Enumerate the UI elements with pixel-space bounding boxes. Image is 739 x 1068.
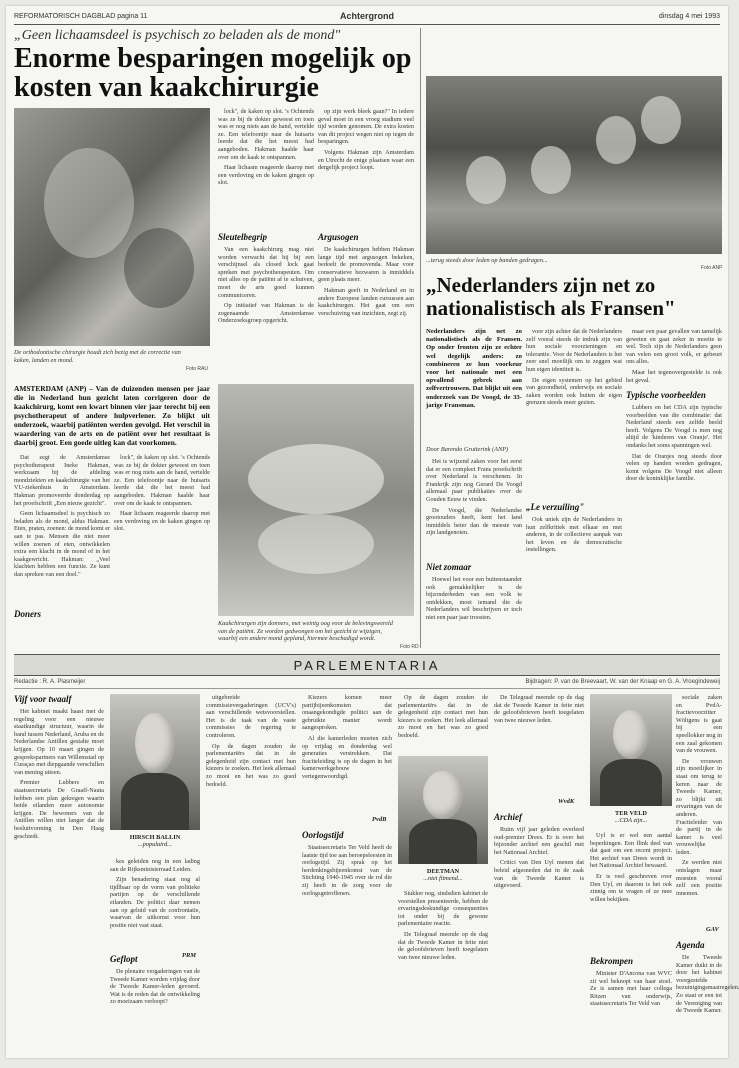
- article1-col1: [14, 454, 110, 602]
- article1-photo2-credit: Foto RD: [400, 644, 419, 650]
- paragraph: De kaakchirurgen hebben Hakman lange tijd met argusogen bekeken, bedoelt de promovenda. Maar voor conservatieve bezwaren is inmiddels geen plaats meer.: [318, 246, 414, 284]
- article2-headline: „Nederlanders zijn net zo nationalistisch als Fransen": [426, 273, 676, 320]
- paragraph: lock", de kaken op slot. 's Ochtends was ze bij de dokter geweest en toen was er nog niets aan de hand, vertelde ze. Een telefoontje naar de huisarts leerde dat die het meest had aangeboden. Hakman haalde haar over om de kaak te ontspannen.: [114, 454, 210, 507]
- parlement-col3: [206, 694, 296, 944]
- masthead-section: Achtergrond: [340, 11, 394, 21]
- article2-col1: [426, 458, 522, 558]
- parlement-col4c: [398, 694, 488, 752]
- paragraph: Dat zegt de Amsterdamse psychotherapeut Ineke Hakman, werkzaam bij de afdeling mondziekten en kaakchirurgie van het VU-ziekenhuis in Amsterdam. Hakman promoveerde donderdag op het proefschrift „Een nieuw gezicht".: [14, 454, 110, 507]
- portrait-hirsch-ballin: [110, 694, 200, 830]
- parlementaria-credits: [14, 678, 720, 689]
- article1-headline: Enorme besparingen mogelijk op kosten van kaakchirurgie: [14, 43, 412, 103]
- redactie-label: Redactie : R. A. Plasmeijer: [14, 679, 86, 685]
- parlement-subhead-oorlogstijd: Oorlogstijd: [302, 830, 344, 840]
- paragraph: Op de dagen zouden de parlementariërs dat in de gelegenheid zijn contact met hun kiezers te zoeken. Het leek allemaal zo mooi en het was zo goed bedoeld.: [398, 694, 488, 739]
- portrait2-name: DEETMAN: [426, 868, 460, 875]
- paragraph: De eigen systemen op het gebied van gezondheid, onderwijs en sociale zaken worden ook buiten de eigen grenzen steeds meer gezien.: [526, 376, 622, 407]
- parlement-col5: [398, 890, 488, 1048]
- paragraph: Volgens Hakman zijn Amsterdam en Utrecht de enige plaatsen waar een dergelijk project loopt.: [318, 148, 414, 172]
- article1-col2b: [218, 246, 314, 374]
- paragraph: Op initiatief van Hakman is de zogenaamde Amsterdamse Onderzoeksgroep opgericht.: [218, 302, 314, 325]
- parlement-col2b: [110, 968, 200, 1048]
- paragraph: Zijn benadering staat nog al tijdlbaar op de vorm van politieke partijen op de verschillende eilanden. De politici daar nemen aan op geluid van de confrontatie, waarvan de uitkomst voor hun positie niet vast staat.: [110, 876, 200, 929]
- parlement-subhead-agenda: Agenda: [676, 940, 705, 950]
- parlement-subhead-archief: Archief: [494, 812, 522, 822]
- bijdragen-label: Bijdragen: P. van de Breevaart, W. van der Knaap en G. A. Vroegindeweij: [525, 679, 720, 685]
- paragraph: Van een kaakchirurg mag niet worden verwacht dat hij bij een verschijnsel als closed lock gaat spreken met psychotherapeuten. Om niet alles op de patiënt af te schuiven, moet de arts goed kunnen communiceren.: [218, 246, 314, 299]
- paragraph: De Telegraaf meende op de dag dat de Tweede Kamer in feite niet de geloofsbrieven heeft toegelaten van twee nieuwe leden.: [494, 694, 584, 724]
- parlement-col6a: [494, 694, 584, 794]
- paragraph: De vrouwen zijn moeilijker in staat om terug te keren naar de Tweede Kamer, zo blijkt uit ervaringen van de anderen. Fractieleider van de partij in de kamer is veel vrouwelijke leden.: [676, 757, 722, 856]
- portrait3-title: ...CDA zijn...: [614, 817, 648, 824]
- article2-photo: [426, 76, 722, 254]
- parlementaria-title: PARLEMENTARIA: [293, 658, 441, 673]
- article1-photo-credit: Foto RAU: [186, 366, 208, 372]
- article2-lead: Nederlanders zijn net zo nationalistisch als de Fransen. Op onder fronten zijn ze echter wel degelijk anders: zo combineren ze hun voorkeur voor het nationale met een opvallend gebrek aan zelfvertrouwen. Dat blijkt uit een onderzoek van De Voogd, de 33-jarige Fransman.: [426, 328, 522, 409]
- parlement-col8: [676, 694, 722, 922]
- column-divider: [420, 28, 421, 648]
- article1-kicker: „Geen lichaamsdeel is psychisch zo beladen als de mond": [14, 28, 341, 43]
- masthead-date: dinsdag 4 mei 1993: [658, 13, 720, 20]
- paragraph: kes geleiden nog in een lading aan de Rijksministerraad Leiden.: [110, 858, 200, 873]
- parlement-signature-prm: PRM: [182, 952, 197, 959]
- paragraph: Hakman geeft in Nederland en in andere Europese landen cursussen aan kaakchirurgen. Het gaat om een verschuiving van inzichten, zegt zij.: [318, 286, 414, 317]
- paragraph: Minister D'Ancona van WVC zit wel beknopt van haar stoel. Ze is samen met haar collega Ritzen van onderwijs, staatssecretaris Ter Veld van: [590, 970, 672, 1008]
- paragraph: De plenaire vergaderingen van de Tweede Kamer worden vrijdag door de Tweede Kamer-leden gevoerd. Wat is de reden dat de ontwikkeling zo moeizaam verloopt?: [110, 968, 200, 1006]
- paragraph: De Telegraaf meende op de dag dat de Tweede Kamer in feite niet de geloofsbrieven heeft toegelaten van twee nieuwe leden.: [398, 930, 488, 961]
- paragraph: voor zijn achter dat de Nederlanders zelf vooral steeds de indruk zijn van hun sociale voorzieningen en tolerantie. Voor de Nederlanders is het zeer snel moeilijk om te zeggen wat hun eigen identiteit is.: [526, 328, 622, 373]
- paragraph: Maar het tegenovergestelde is ook het geval.: [626, 368, 722, 384]
- article1-subhead-doners: Doners: [14, 609, 42, 619]
- parlement-col7: [590, 832, 672, 952]
- article1-col3b: [318, 246, 414, 374]
- masthead: [14, 10, 720, 25]
- paragraph: Ze werden niet ontslagen maar moesten vooral zelf een positie innemen.: [676, 859, 722, 897]
- paragraph: uitgebreide commissievergaderingen (UCV's) aan verschillende wetsvoorstellen. Het is de taak van de vaste commissies de regering te controleren.: [206, 694, 296, 739]
- newspaper-page: [6, 6, 739, 1058]
- article1-col3: [318, 108, 414, 208]
- article2-photo-caption: ...terug steeds door leden op banden gedragen...: [426, 257, 548, 264]
- paragraph: lock", de kaken op slot. 's Ochtends was ze bij de dokter geweest en toen was er nog niets aan de hand, vertelde ze. Een telefoontje naar de huisarts leerde dat die het meest had aangeboden. Hakman haalde haar over om de kaak te ontspannen.: [218, 108, 314, 161]
- paragraph: Critici van Den Uyl menen dat beleid afgesneden dat in de zaak van de Tweede Kamer is uitgevoerd.: [494, 859, 584, 890]
- paragraph: Ook uniek zijn de Nederlanders in hun zelfkritiek met elkaar en met anderen, in de collectieve aanpak van het leven en de democratische instellingen.: [526, 516, 622, 554]
- parlement-col4: [302, 694, 392, 812]
- paragraph: Hoewel het voor een buitenstaander ook gemakkelijker is de bijzonderheden van een volk te ontdekken, moet iemand die de Nederlanders wil beschrijven er toch niet een paar jaar troosten.: [426, 576, 522, 621]
- paragraph: Op de dagen zouden de parlementariërs dat in de gelegenheid zijn contact met hun kiezers te zoeken. Het leek allemaal zo mooi en het was zo goed bedoeld.: [206, 742, 296, 788]
- paragraph: Kiezers komen meer partijbijeenkomsten dat onaangekondigde politici aan de gebruikte manier wordt aangesproken.: [302, 694, 392, 732]
- paragraph: Uyl is er wel een aantal beperkingen. Een flink deel van dat gaat om een recent project. Het archief van Drees wordt in het Nationaal Archief bewaard.: [590, 832, 672, 870]
- portrait2-title: ...niet fitmend...: [423, 875, 463, 882]
- paragraph: Geen lichaamsdeel is psychisch zo beladen als de mond, aldus Hakman. Eten, praten, zoenen: de mond komt er aan te pas. Mensen die niet meer willen zoenen of eten, ontwikkelen extra een klacht in de mond of in het kaakgewricht. Hakman: „Veel klachten hebben een functie. Ze kunt dan spreken van een doel.": [14, 510, 110, 578]
- parlementaria-banner: [14, 654, 720, 676]
- paragraph: De Voogd, die Nederlandse grootouders heeft, kent het land inmiddels beter dan de meeste van zijn landgenoten.: [426, 506, 522, 537]
- parlement-col2: [110, 858, 200, 948]
- portrait2-caption: [398, 868, 488, 882]
- paragraph: Het is wijzend zaken voor het eerst dat er een compleet Frans proefschrift over Nederland is verschenen. In Frankrijk zijn nog Gerard De Voogd allemaal paar publikaties over de Gouden Eeuw te vinden.: [426, 458, 522, 503]
- article2-photo-credit: Foto ANP: [701, 265, 723, 271]
- parlement-col8b: [676, 954, 739, 1048]
- article1-photo-jaw-model: [218, 384, 414, 616]
- paragraph: sociale zaken en PvdA-fractievoorzitter Wöltgens is gaat bij een speellokker nog in een zaal gekomen van de vrouwen.: [676, 694, 722, 755]
- article1-photo2-caption: Kaakchirurgen zijn donners, met weinig oog voor de belevingswereld van de patiënt. Ze worden gedwongen om het gezicht te wijzigen, waarbij een andere mond gepland, hiermee beschadigd wordt.: [218, 620, 393, 642]
- portrait-deetman: [398, 756, 488, 864]
- paragraph: Haar lichaam reageerde daarop met een verdoving en de kaken gingen op slot.: [114, 510, 210, 533]
- masthead-publication: REFORMATORISCH DAGBLAD pagina 11: [14, 13, 148, 20]
- parlement-signature-wvdk: WvdK: [558, 798, 575, 805]
- parlement-col7b: [590, 970, 672, 1048]
- article2-subhead-niet-zomaar: Niet zomaar: [426, 562, 472, 572]
- article2-col1b: [426, 576, 522, 648]
- portrait1-caption: [110, 834, 200, 848]
- parlement-col1: [14, 708, 104, 1048]
- article2-col2: [526, 328, 622, 496]
- article2-col3b: [626, 404, 722, 648]
- paragraph: Premier Lubbers en staatssecretaris De Graaff-Nauta hebben een plan gekregen waarin beide eilanden meer autonomie krijgen. De bewoners van de Antillen willen niet langer dat de besluitvorming in Den Haag geschiedt.: [14, 779, 104, 840]
- article2-byline: Door Barendo Grutterink (ANP): [426, 446, 509, 453]
- parlement-col6b: [494, 826, 584, 1048]
- portrait1-title: ...populaird...: [137, 841, 173, 848]
- article1-col2: [218, 108, 314, 228]
- parlement-signature-pvdb: PvdB: [372, 816, 387, 823]
- portrait-ter-veld: [590, 694, 672, 806]
- article1-photo: [14, 108, 210, 346]
- portrait1-name: HIRSCH BALLIN: [129, 834, 181, 841]
- parlement-signature-gav: GAV: [706, 926, 719, 933]
- paragraph: Er is veel geschreven over Den Uyl, en daarom is het ook zinnig om te vragen of ze mee willen bekijken.: [590, 872, 672, 903]
- article1-subhead-sleutelbegrip: Sleutelbegrip: [218, 232, 267, 242]
- parlement-subhead-bekrompen: Bekrompen: [590, 956, 634, 966]
- paragraph: Ruim vijf jaar geleden overleed oud-premier Drees. Er is over het bijzonder archief een geschil met het Nationaal Archief.: [494, 826, 584, 856]
- paragraph: Het kabinet maakt haast met de regeling voor een nieuwe staatkundige structuur, waarin de band tussen Nederland, Aruba en de Nederlandse Antillen gestalte moet krijgen. Op 10 maart gingen de gesprekspartners van Willemstad op Curaçao met diepgaande verschillen van mening uiteen.: [14, 708, 104, 776]
- article2-subhead-verzuiling: „Le verzuiling": [526, 502, 585, 512]
- paragraph: Haar lichaam reageerde daarop met een verdoving en de kaken gingen op slot.: [218, 164, 314, 187]
- article2-col3: [626, 328, 722, 384]
- paragraph: op zijn werk bleek gaan?" In iedere geval moet in een vroeg stadium veel tijd worden genomen. De extra kosten van dit project wegen niet op tegen de besparingen.: [318, 108, 414, 146]
- portrait3-caption: [590, 810, 672, 824]
- paragraph: Dat de Oranjes nog steeds door velen op handen worden gedragen, komt volgens De Voogd niet alleen door de koninklijke familie.: [626, 452, 722, 483]
- paragraph: maar een paar gevallen van tamelijk geweten en gaat zeker in moeite te wel. Toch zijn de Nederlanders geen van velen een groot volk, er gebeurt ons alles.: [626, 328, 722, 366]
- parlement-subhead-vijf-voor-twaalf: Vijf voor twaalf: [14, 694, 72, 704]
- paragraph: Lubbers en het CDA zijn typische voorbeelden van die combinatie: dat Nederland steeds een zelfde beeld heeft. Volgens De Voogd is men nog altijd de 'kinderen van Oranje'. Het ondanks het soms spanningen wel.: [626, 404, 722, 449]
- parlement-col4b: [302, 844, 392, 1048]
- parlement-subhead-geflopt: Geflopt: [110, 954, 138, 964]
- portrait3-name: TER VELD: [615, 810, 647, 817]
- paragraph: Staatssecretaris Ter Veld heeft de laatste tijd toe aan beroepsfeesten in oorlogstijd. Zij sprak op het herdenkingsbijeenkomst van de Stichting 1940-1945 over de rol die zij heeft in de zorg voor de oorlogsgetroffenen.: [302, 844, 392, 897]
- article1-lead: AMSTERDAM (ANP) – Van de duizenden mensen per jaar die in Nederland hun gezicht laten corrigeren door de kaakchirurg, komt een kwart binnen vier jaar terecht bij een psychotherapeut of andere hulpverlener. Zo blijkt uit onderzoek, waarbij patiënten werden gevolgd. Het verschil in waardering van de arts en de patiënt over het resultaat is daarbij groot. Een goede uitleg kan dat voorkomen.: [14, 384, 210, 447]
- paragraph: De Tweede Kamer duikt in de door het kabinet voorgestelde bezuinigingsmaatregelen. Zo staat er een tot de Vereniging van de Tweede Kamer.: [676, 954, 739, 1015]
- article1-photo-caption: De orthodontische chirurgie houdt zich bezig met de correctie van kaken, landen en mond.: [14, 349, 181, 364]
- article2-col2b: [526, 516, 622, 648]
- article1-col1-cont: [114, 454, 210, 616]
- article2-subhead-typische: Typische voorbeelden: [626, 390, 706, 400]
- paragraph: Stukker nog, sindsdien kabinet de voorstellen presenteerde, hebben de ervaringsdeskundige consequenties tot onder bij de gewone parlementaire reactie.: [398, 890, 488, 928]
- paragraph: Al die kamerleden moeten zich op vrijdag en donderdag wel generaties verstrekken. Dat fractieleiding is op de dagen in het kamerwerkgebouw vertegenwoordigd.: [302, 734, 392, 780]
- article1-subhead-argusogen: Argusogen: [318, 232, 359, 242]
